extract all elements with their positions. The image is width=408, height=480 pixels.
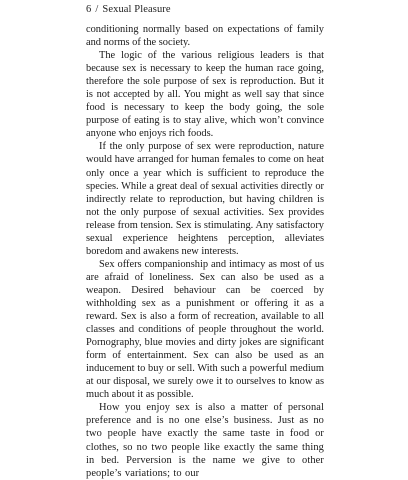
- paragraph-religious-logic: The logic of the various religious leaders is that because sex is necessary to keep the human race going, therefore the sole purpose of sex is reproduction. But it is not accepted by all. You might as well say that since food is necessary to keep the body going, the sole purpose of eating is to stay alive, which won’t convince anyone who enjoys rich foods.: [86, 50, 324, 140]
- paragraph-companionship: Sex offers companionship and intimacy as most of us are afraid of loneliness. Sex can also be used as a weapon. Desired behaviour can be coerced by withholding sex as a punishment or offering it as a reward. Sex is also a form of recreation, available to all classes and conditions of people throughout the world. Pornography, blue movies and dirty jokes are significant form of entertainment. Sex can also be used as an inducement to buy or sell. With such a powerful medium at our disposal, we surely owe it to ourselves to know as much about it as possible.: [86, 258, 324, 401]
- running-head: [86, 4, 171, 15]
- paragraph-purpose-of-sex: If the only purpose of sex were reproduction, nature would have arranged for human females to come on heat only once a year which is sufficient to reproduce the species. While a great deal of sexual activities directly or indirectly relate to reproduction, but having children is not the only purpose of sexual activities. Sex provides release from tension. Sex is stimulating. Any satisfactory sexual experience heightens perception, alleviates boredom and awakens new interests.: [86, 141, 324, 257]
- paragraph-continued: conditioning normally based on expectations of family and norms of the society.: [86, 24, 324, 49]
- running-head-separator: /: [95, 4, 99, 15]
- paragraph-personal-preference: How you enjoy sex is also a matter of personal preference and is no one else’s business. Just as no two people have exactly the same taste in food or clothes, so no two people like exactly the same thing in bed. Perversion is the name we give to other people’s variations; to our: [86, 402, 324, 479]
- body-text: [86, 23, 324, 480]
- chapter-title: Sexual Pleasure: [102, 4, 171, 15]
- page-number: 6: [86, 4, 92, 15]
